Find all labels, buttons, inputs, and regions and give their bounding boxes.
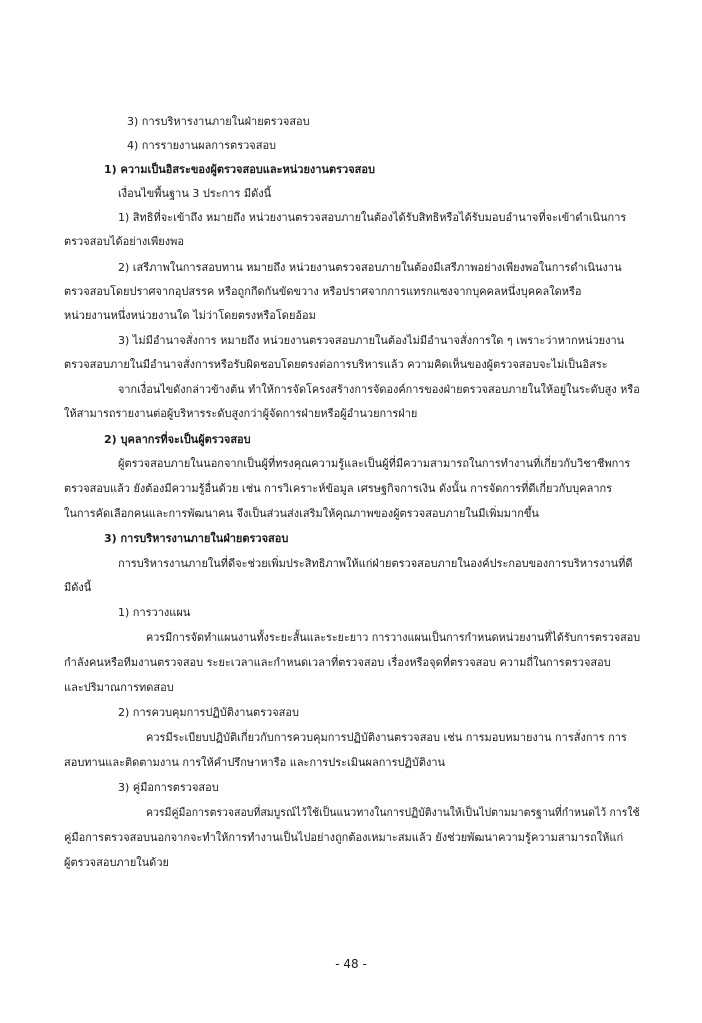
paragraph-line: 3) ไม่มีอำนาจสั่งการ หมายถึง หน่วยงานตรวจสอบภายในต้องไม่มีอำนาจสั่งการใด ๆ เพราะว่าหากหน่วยงาน bbox=[118, 334, 625, 347]
paragraph-line: 1) สิทธิที่จะเข้าถึง หมายถึง หน่วยงานตรวจสอบภายในต้องได้รับสิทธิหรือได้รับมอบอำนาจที่จะเข้าดำเนินการ bbox=[118, 211, 627, 224]
paragraph-line: หน่วยงานหนึ่งหน่วยงานใด ไม่ว่าโดยตรงหรือโดยอ้อม bbox=[64, 309, 316, 322]
paragraph-line: ให้สามารถรายงานต่อผู้บริหารระดับสูงกว่าผู้จัดการฝ่ายหรือผู้อำนวยการฝ่าย bbox=[64, 407, 418, 420]
section-heading-internal-administration: 3) การบริหารงานภายในฝ่ายตรวจสอบ bbox=[104, 532, 289, 545]
subheading-planning: 1) การวางแผน bbox=[118, 606, 191, 619]
paragraph-intro: เงื่อนไขพื้นฐาน 3 ประการ มีดังนี้ bbox=[118, 187, 272, 200]
paragraph-line: จากเงื่อนไขดังกล่าวข้างต้น ทำให้การจัดโครงสร้างการจัดองค์การของฝ่ายตรวจสอบภายในให้อยู่ในระดับสูง หรือ bbox=[118, 383, 640, 396]
paragraph-line: ตรวจสอบโดยปราศจากอุปสรรค หรือถูกกีดกันขัดขวาง หรือปราศจากการแทรกแซงจากบุคคลหนึ่งบุคคลใดหรือ bbox=[64, 285, 582, 298]
page-number: - 48 - bbox=[335, 957, 367, 971]
paragraph-line: กำลังคนหรือทีมงานตรวจสอบ ระยะเวลาและกำหนดเวลาที่ตรวจสอบ เรื่องหรือจุดที่ตรวจสอบ ความถี่ในการตรวจสอบ bbox=[64, 656, 611, 669]
paragraph-line: ควรมีการจัดทำแผนงานทั้งระยะสั้นและระยะยาว การวางแผนเป็นการกำหนดหน่วยงานที่ได้รับการตรวจสอบ bbox=[146, 631, 641, 644]
list-item-reporting: 4) การรายงานผลการตรวจสอบ bbox=[127, 139, 277, 152]
paragraph-line: ควรมีคู่มือการตรวจสอบที่สมบูรณ์ไว้ใช้เป็นแนวทางในการปฏิบัติงานให้เป็นไปตามมาตรฐานที่กำหนดไว้ การใช้ bbox=[146, 806, 640, 819]
paragraph-line: ผู้ตรวจสอบภายในด้วย bbox=[64, 856, 169, 869]
list-item-administration: 3) การบริหารงานภายในฝ่ายตรวจสอบ bbox=[127, 115, 310, 128]
paragraph-line: คู่มือการตรวจสอบนอกจากจะทำให้การทำงานเป็นไปอย่างถูกต้องเหมาะสมแล้ว ยังช่วยพัฒนาความรู้ความสามารถให้แก่ bbox=[64, 831, 624, 844]
paragraph-line: และปริมาณการทดสอบ bbox=[64, 681, 174, 694]
section-heading-independence: 1) ความเป็นอิสระของผู้ตรวจสอบและหน่วยงานตรวจสอบ bbox=[104, 163, 375, 176]
paragraph-line: ควรมีระเบียบปฏิบัติเกี่ยวกับการควบคุมการปฏิบัติงานตรวจสอบ เช่น การมอบหมายงาน การสั่งการ การ bbox=[146, 731, 627, 744]
paragraph-line: ในการคัดเลือกคนและการพัฒนาคน จึงเป็นส่วนส่งเสริมให้คุณภาพของผู้ตรวจสอบภายในมีเพิ่มมากขึ้น bbox=[64, 507, 539, 520]
section-heading-personnel: 2) บุคลากรที่จะเป็นผู้ตรวจสอบ bbox=[104, 433, 251, 446]
paragraph-line: 2) เสรีภาพในการสอบทาน หมายถึง หน่วยงานตรวจสอบภายในต้องมีเสรีภาพอย่างเพียงพอในการดำเนินงาน bbox=[118, 261, 622, 274]
paragraph-line: การบริหารงานภายในที่ดีจะช่วยเพิ่มประสิทธิภาพให้แก่ฝ่ายตรวจสอบภายในองค์ประกอบของการบริหารงานที่ดี bbox=[118, 557, 633, 570]
subheading-control: 2) การควบคุมการปฏิบัติงานตรวจสอบ bbox=[118, 706, 299, 719]
paragraph-line: ตรวจสอบภายในมีอำนาจสั่งการหรือรับผิดชอบโดยตรงต่อการบริหารแล้ว ความคิดเห็นของผู้ตรวจสอบจะไม่เป็นอิสระ bbox=[64, 358, 608, 371]
paragraph-line: มีดังนี้ bbox=[64, 581, 92, 594]
paragraph-line: สอบทานและติดตามงาน การให้คำปรึกษาหารือ และการประเมินผลการปฏิบัติงาน bbox=[64, 756, 446, 769]
subheading-manual: 3) คู่มือการตรวจสอบ bbox=[118, 781, 219, 794]
paragraph-line: ตรวจสอบแล้ว ยังต้องมีความรู้อื่นด้วย เช่น การวิเคราะห์ข้อมูล เศรษฐกิจการเงิน ดังนั้น การจัดการที่ดีเกี่ยวกับบุคลากร bbox=[64, 482, 613, 495]
paragraph-line: ผู้ตรวจสอบภายในนอกจากเป็นผู้ที่ทรงคุณความรู้และเป็นผู้ที่มีความสามารถในการทำงานที่เกี่ยวกับวิชาชีพการ bbox=[118, 457, 631, 470]
paragraph-line: ตรวจสอบได้อย่างเพียงพอ bbox=[64, 235, 184, 248]
